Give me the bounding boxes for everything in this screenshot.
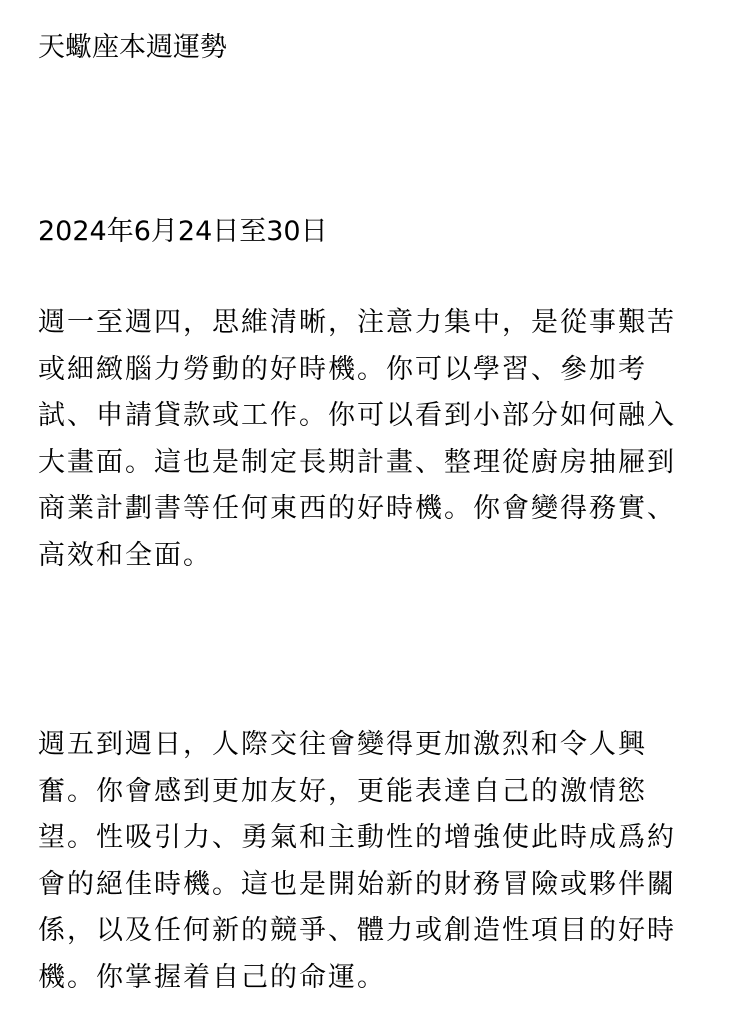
date-range: 2024年6月24日至30日 (38, 216, 328, 247)
paragraph-weekdays: 週一至週四，思維清晰，注意力集中，是從事艱苦或細緻腦力勞動的好時機。你可以學習、參加考試、申請貸款或工作。你可以看到小部分如何融入大畫面。這也是制定長期計畫、整理從廚房抽屜到商業計劃書等任何東西的好時機。你會變得務實、高效和全面。 (38, 307, 676, 571)
paragraph-weekend: 週五到週日，人際交往會變得更加激烈和令人興奮。你會感到更加友好，更能表達自己的激情慾望。性吸引力、勇氣和主動性的增強使此時成爲約會的絕佳時機。這也是開始新的財務冒險或夥伴關係，以及任何新的競爭、體力或創造性項目的好時機。你掌握着自己的命運。 (38, 729, 676, 993)
page-title: 天蠍座本週運勢 (38, 32, 227, 63)
